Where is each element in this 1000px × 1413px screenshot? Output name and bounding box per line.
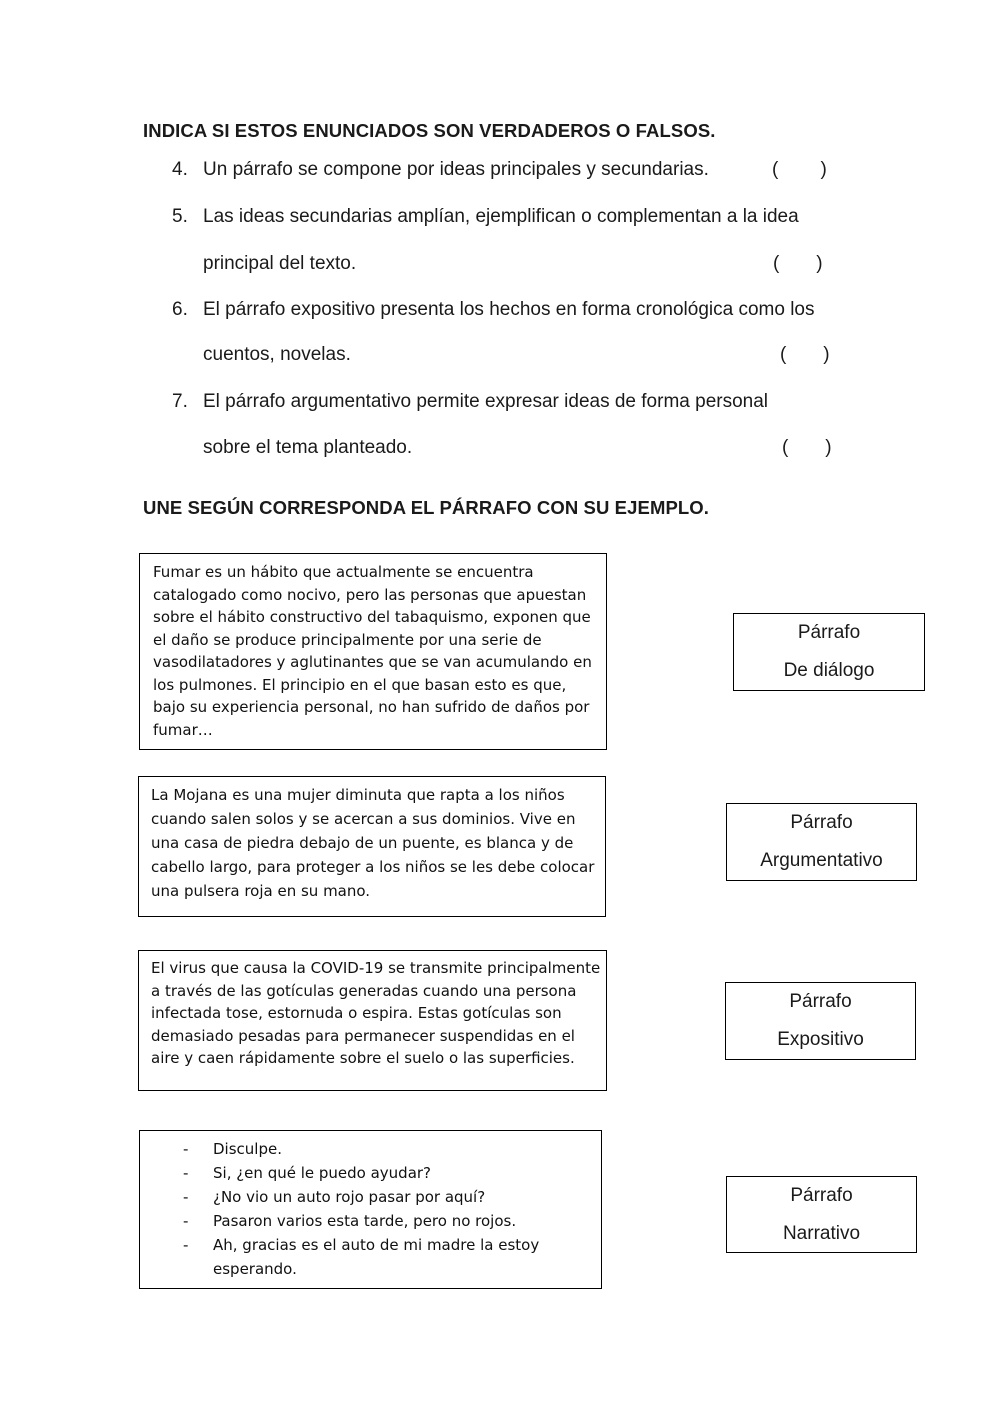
- question-6-text-line2: cuentos, novelas.: [203, 344, 351, 365]
- example-box-dialogue[interactable]: - Disculpe. - Si, ¿en qué le puedo ayudar? - ¿No vio un auto rojo pasar por aquí? - Pasaron varios esta tarde, pero no rojos. - Ah, gracias es el auto de mi madre la estoy esperando.: [139, 1130, 602, 1289]
- example-line: catalogado como nocivo, pero las personas que apuestan: [153, 585, 587, 604]
- label-line2: Narrativo: [782, 1223, 861, 1244]
- label-line2: Argumentativo: [760, 850, 883, 871]
- example-line: infectada tose, estornuda o espira. Estas gotículas son: [151, 1004, 562, 1022]
- question-4-text: Un párrafo se compone por ideas principales y secundarias.: [203, 159, 709, 180]
- example-line: La Mojana es una mujer diminuta que rapta a los niños: [151, 786, 565, 804]
- example-box-argumentative[interactable]: [139, 553, 607, 750]
- question-6-number: 6.: [172, 299, 188, 320]
- question-5-answer[interactable]: ( ): [773, 253, 823, 274]
- label-box-narrative[interactable]: [726, 1176, 917, 1253]
- example-box-expository[interactable]: [138, 950, 607, 1091]
- example-box-narrative[interactable]: [138, 776, 606, 917]
- question-7-number: 7.: [172, 391, 188, 412]
- example-line: demasiado pesadas para permanecer suspendidas en el: [151, 1026, 575, 1045]
- label-box-argumentative[interactable]: [726, 803, 917, 881]
- label-box-expository[interactable]: [725, 982, 916, 1060]
- question-7-answer[interactable]: ( ): [782, 437, 832, 458]
- label-line2: Expositivo: [777, 1029, 864, 1050]
- label-line1: Párrafo: [797, 622, 861, 643]
- example-line: los pulmones. El principio en el que basan esto es que,: [153, 675, 567, 694]
- example-line: Fumar es un hábito que actualmente se encuentra: [153, 563, 534, 581]
- dialogue-dash: -: [183, 1140, 189, 1158]
- section1-heading: INDICA SI ESTOS ENUNCIADOS SON VERDADEROS O FALSOS.: [143, 120, 716, 141]
- dialogue-dash: -: [183, 1188, 189, 1206]
- example-line: El virus que causa la COVID-19 se transmite principalmente: [151, 959, 601, 977]
- question-6-text-line1: El párrafo expositivo presenta los hechos en forma cronológica como los: [203, 299, 815, 320]
- section2-heading: UNE SEGÚN CORRESPONDA EL PÁRRAFO CON SU EJEMPLO.: [143, 497, 710, 518]
- dialogue-dash: -: [183, 1164, 189, 1182]
- label-line2: De diálogo: [783, 660, 875, 681]
- example-line: cuando salen solos y se acercan a sus dominios. Vive en: [151, 810, 576, 828]
- question-4-answer[interactable]: ( ): [772, 159, 827, 180]
- example-line: bajo su experiencia personal, no han sufrido de daños por: [153, 698, 590, 716]
- question-5-text-line2: principal del texto.: [203, 253, 357, 274]
- question-5-number: 5.: [172, 206, 188, 227]
- example-line: fumar…: [153, 720, 213, 739]
- label-box-dialogue[interactable]: [733, 613, 925, 691]
- question-7-text-line2: sobre el tema planteado.: [203, 437, 413, 458]
- dialogue-dash: -: [183, 1236, 189, 1254]
- label-line1: Párrafo: [789, 991, 852, 1012]
- dialogue-dash: -: [183, 1212, 189, 1230]
- example-line: el daño se produce principalmente por una serie de: [153, 630, 542, 649]
- question-7-text-line1: El párrafo argumentativo permite expresar ideas de forma personal: [203, 391, 769, 412]
- example-line: a través de las gotículas generadas cuando una persona: [151, 981, 577, 1000]
- question-6-answer[interactable]: ( ): [780, 344, 830, 365]
- label-line1: Párrafo: [790, 1185, 853, 1206]
- example-line: cabello largo, para proteger a los niños se les debe colocar: [151, 858, 595, 876]
- example-line: una pulsera roja en su mano.: [151, 882, 371, 900]
- example-line: sobre el hábito constructivo del tabaquismo, exponen que: [153, 608, 591, 626]
- example-line: aire y caen rápidamente sobre el suelo o las superficies.: [151, 1049, 575, 1067]
- example-line: vasodilatadores y aglutinantes que se van acumulando en: [153, 653, 592, 671]
- label-line1: Párrafo: [790, 812, 853, 833]
- example-line: una casa de piedra debajo de un puente, es blanca y de: [151, 834, 574, 852]
- question-4-number: 4.: [172, 159, 188, 180]
- question-5-text-line1: Las ideas secundarias amplían, ejemplifican o complementan a la idea: [203, 206, 799, 227]
